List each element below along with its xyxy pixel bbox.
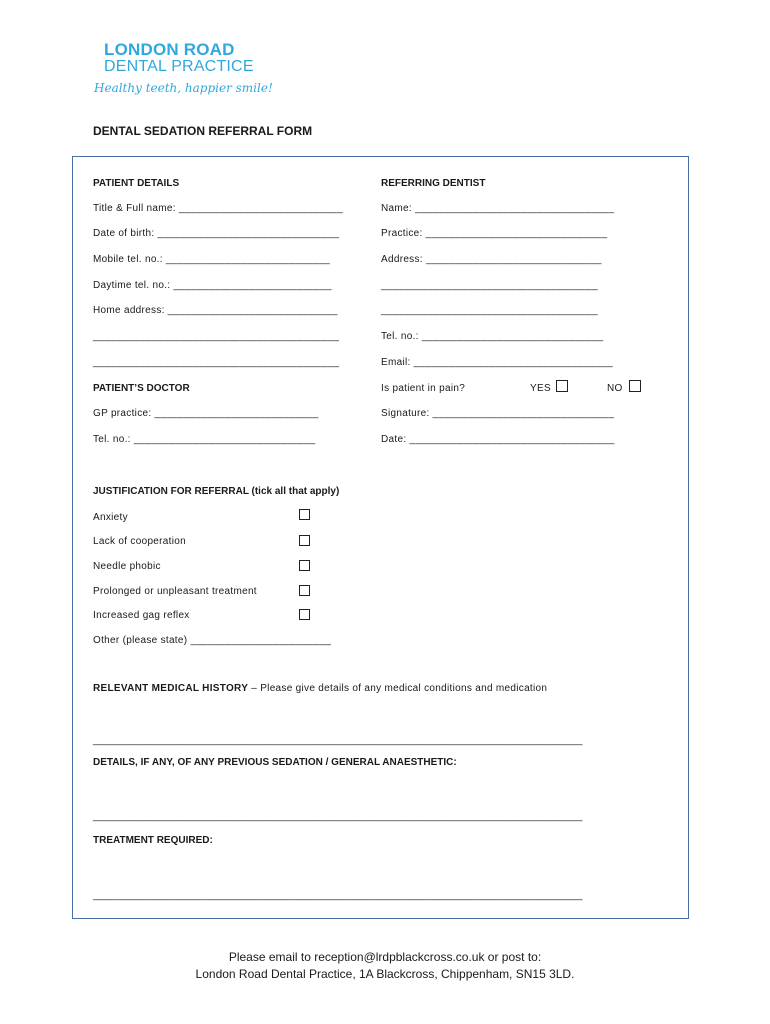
justification-option-label: Needle phobic (93, 561, 161, 572)
dentist-address-line-3[interactable]: _____________________________________ (381, 305, 598, 316)
form-title: DENTAL SEDATION REFERRAL FORM (93, 124, 313, 138)
justification-option-label: Lack of cooperation (93, 536, 186, 547)
pain-yes-checkbox[interactable] (556, 380, 568, 392)
patient-address-line-2[interactable]: __________________________________________ (93, 331, 340, 342)
treatment-required-heading: TREATMENT REQUIRED: (93, 835, 213, 846)
patient-mobile-field[interactable]: Mobile tel. no.: ____________________________ (93, 254, 331, 265)
previous-sedation-line[interactable]: ________________________________________________________________________________________ (93, 811, 583, 822)
anxiety-checkbox[interactable] (299, 509, 310, 520)
medical-history-instruction: – Please give details of any medical conditions and medication (248, 683, 548, 694)
practice-tagline: Healthy teeth, happier smile! (94, 81, 273, 95)
patient-dob-field[interactable]: Date of birth: _______________________________ (93, 228, 340, 239)
lack-of-cooperation-checkbox[interactable] (299, 535, 310, 546)
pain-yes-label: YES (530, 383, 551, 394)
dentist-signature-field[interactable]: Signature: _______________________________ (381, 408, 615, 419)
referral-date-field[interactable]: Date: ___________________________________ (381, 434, 615, 445)
footer-address-line: London Road Dental Practice, 1A Blackcross, Chippenham, SN15 3LD. (195, 967, 575, 981)
other-reason-field[interactable]: Other (please state) ________________________ (93, 635, 332, 646)
dentist-address-field[interactable]: Address: ______________________________ (381, 254, 602, 265)
patient-address-line-3[interactable]: __________________________________________ (93, 357, 340, 368)
medical-history-line[interactable]: ________________________________________________________________________________________ (93, 735, 583, 746)
patient-address-field[interactable]: Home address: _____________________________ (93, 305, 338, 316)
dentist-tel-field[interactable]: Tel. no.: _______________________________ (381, 331, 604, 342)
gp-tel-field[interactable]: Tel. no.: _______________________________ (93, 434, 316, 445)
patient-name-field[interactable]: Title & Full name: ____________________________ (93, 203, 344, 214)
dentist-email-field[interactable]: Email: __________________________________ (381, 357, 613, 368)
practice-logo-name: LONDON ROAD (104, 40, 235, 59)
pain-question-label: Is patient in pain? (381, 383, 466, 394)
justification-option-label: Anxiety (93, 512, 128, 523)
medical-history-heading: RELEVANT MEDICAL HISTORY (93, 683, 249, 694)
pain-no-checkbox[interactable] (629, 380, 641, 392)
patients-doctor-heading: PATIENT’S DOCTOR (93, 383, 190, 394)
justification-option-label: Prolonged or unpleasant treatment (93, 586, 257, 597)
justification-option-label: Increased gag reflex (93, 610, 190, 621)
gp-practice-field[interactable]: GP practice: ____________________________ (93, 408, 319, 419)
gag-reflex-checkbox[interactable] (299, 609, 310, 620)
justification-heading: JUSTIFICATION FOR REFERRAL (tick all that apply) (93, 486, 340, 497)
dentist-address-line-2[interactable]: _____________________________________ (381, 280, 598, 291)
pain-no-label: NO (607, 383, 623, 394)
needle-phobic-checkbox[interactable] (299, 560, 310, 571)
referring-dentist-heading: REFERRING DENTIST (381, 178, 486, 189)
dentist-name-field[interactable]: Name: __________________________________ (381, 203, 615, 214)
patient-daytime-field[interactable]: Daytime tel. no.: ___________________________ (93, 280, 332, 291)
previous-sedation-heading: DETAILS, IF ANY, OF ANY PREVIOUS SEDATION / GENERAL ANAESTHETIC: (93, 757, 457, 768)
patient-details-heading: PATIENT DETAILS (93, 178, 180, 189)
treatment-required-line[interactable]: ________________________________________________________________________________________ (93, 890, 583, 901)
prolonged-treatment-checkbox[interactable] (299, 585, 310, 596)
dentist-practice-field[interactable]: Practice: _______________________________ (381, 228, 608, 239)
medical-history-prompt (93, 683, 547, 694)
footer-email-line: Please email to reception@lrdpblackcross.co.uk or post to: (228, 950, 542, 964)
practice-logo-subname: DENTAL PRACTICE (104, 58, 254, 75)
